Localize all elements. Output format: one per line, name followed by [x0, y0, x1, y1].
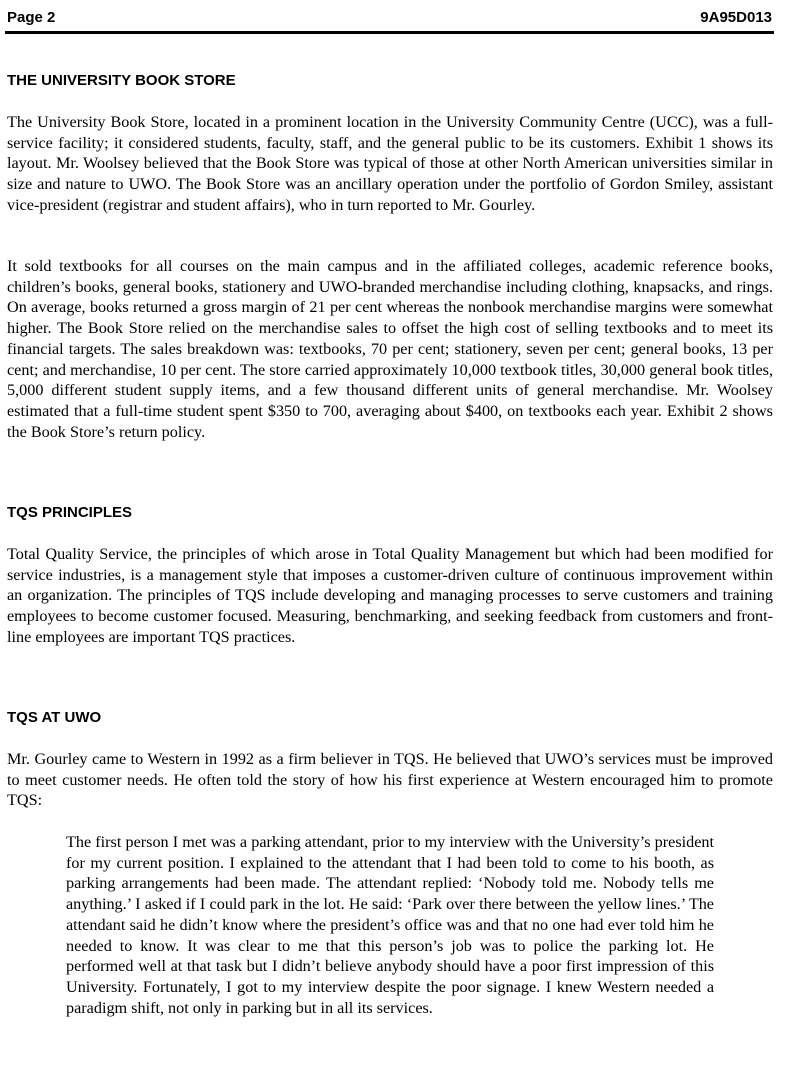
book-store-paragraph-2: It sold textbooks for all courses on the main campus and in the affiliated colleges, academic reference books, children’s books, general books, stationery and UWO-branded merchandise including clothing, knapsacks, and rings. On average, books returned a gross margin of 21 per cent whereas the nonbook merchandise margins were somewhat higher. The Book Store relied on the merchandise sales to offset the high cost of selling textbooks and to meet its financial targets. The sales breakdown was: textbooks, 70 per cent; stationery, seven per cent; general books, 13 per cent; and merchandise, 10 per cent. The store carried approximately 10,000 textbook titles, 30,000 general book titles, 5,000 different student supply items, and a few thousand different units of general merchandise. Mr. Woolsey estimated that a full-time student spent $350 to 700, averaging about $400, on textbooks each year. Exhibit 2 shows the Book Store’s return policy. [7, 257, 773, 441]
section-heading-book-store: THE UNIVERSITY BOOK STORE [7, 72, 236, 89]
document-code: 9A95D013 [700, 9, 772, 26]
section-heading-tqs-principles: TQS PRINCIPLES [7, 504, 133, 521]
page-number: Page 2 [7, 9, 56, 26]
page-header [5, 7, 774, 34]
tqs-principles-paragraph: Total Quality Service, the principles of which arose in Total Quality Management but which had been modified for service industries, is a management style that imposes a customer-driven culture of continuous improvement within an organization. The principles of TQS include developing and managing processes to serve customers and training employees to become customer focused. Measuring, benchmarking, and seeking feedback from customers and front-line employees are important TQS practices. [7, 545, 773, 646]
block-quote: The first person I met was a parking attendant, prior to my interview with the University’s president for my current position. I explained to the attendant that I had been told to come to his booth, as parking arrangements had been made. The attendant replied: ‘Nobody told me. Nobody tells me anything.’ I asked if I could park in the lot. He said: ‘Park over there between the yellow lines.’ The attendant said he didn’t know where the president’s office was and that no one had ever told him he needed to know. It was clear to me that this person’s job was to police the parking lot. He performed well at that task but I didn’t believe anybody should have a poor first impression of this University. Fortunately, I got to my interview despite the poor signage. I knew Western needed a paradigm shift, not only in parking but in all its services. [66, 833, 714, 1017]
book-store-paragraph-1: The University Book Store, located in a prominent location in the University Community Centre (UCC), was a full-service facility; it considered students, faculty, staff, and the general public to be its customers. Exhibit 1 shows its layout. Mr. Woolsey believed that the Book Store was typical of those at other North American universities similar in size and nature to UWO. The Book Store was an ancillary operation under the portfolio of Gordon Smiley, assistant vice-president (registrar and student affairs), who in turn reported to Mr. Gourley. [7, 113, 773, 214]
tqs-uwo-paragraph: Mr. Gourley came to Western in 1992 as a firm believer in TQS. He believed that UWO’s services must be improved to meet customer needs. He often told the story of how his first experience at Western encouraged him to promote TQS: [7, 750, 773, 810]
section-heading-tqs-uwo: TQS AT UWO [7, 709, 102, 726]
